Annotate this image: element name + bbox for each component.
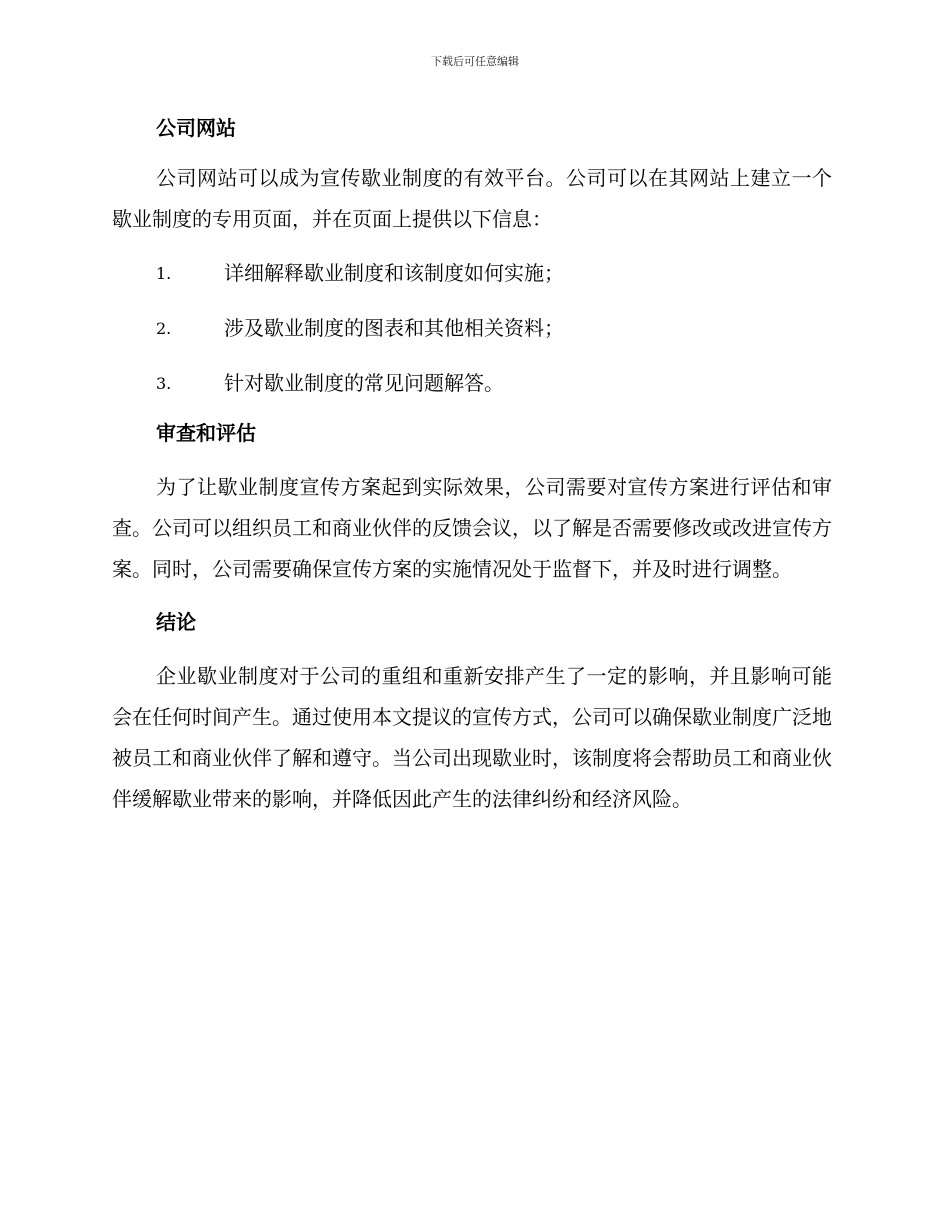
section-heading-review: 审查和评估 [156, 421, 256, 445]
list-item-number: 1. [156, 264, 172, 283]
list-item-number: 2. [156, 319, 172, 338]
list-item [112, 301, 832, 356]
list-item [112, 356, 832, 411]
section-heading-conclusion: 结论 [156, 610, 196, 634]
page-header: 下载后可任意编辑 [431, 55, 519, 68]
list-item [112, 246, 832, 301]
section-heading-website: 公司网站 [156, 116, 236, 140]
section-paragraph-conclusion: 企业歇业制度对于公司的重组和重新安排产生了一定的影响，并且影响可能会在任何时间产生。通过使用本文提议的宣传方式，公司可以确保歇业制度广泛地被员工和商业伙伴了解和遵守。当公司出现歇业时，该制度将会帮助员工和商业伙伴缓解歇业带来的影响，并降低因此产生的法律纠纷和经济风险。 [112, 664, 832, 811]
document-body [112, 108, 832, 820]
list-item-text: 针对歇业制度的常见问题解答。 [224, 371, 504, 395]
list-item-number: 3. [156, 374, 172, 393]
section-paragraph-website: 公司网站可以成为宣传歇业制度的有效平台。公司可以在其网站上建立一个歇业制度的专用页面，并在页面上提供以下信息： [112, 166, 832, 231]
list-item-text: 详细解释歇业制度和该制度如何实施； [224, 261, 564, 285]
info-list [112, 246, 832, 411]
list-item-text: 涉及歇业制度的图表和其他相关资料； [224, 316, 564, 340]
section-paragraph-review: 为了让歇业制度宣传方案起到实际效果，公司需要对宣传方案进行评估和审查。公司可以组织员工和商业伙伴的反馈会议，以了解是否需要修改或改进宣传方案。同时，公司需要确保宣传方案的实施情况处于监督下，并及时进行调整。 [112, 475, 832, 581]
